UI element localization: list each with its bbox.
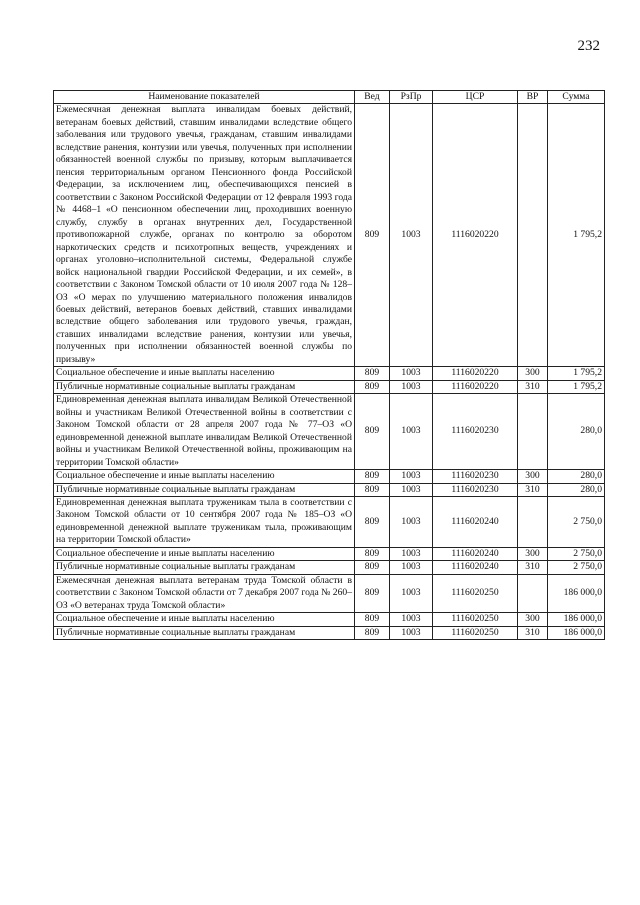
cell-rzpr: 1003 <box>390 574 433 612</box>
cell-sum: 2 750,0 <box>548 497 605 548</box>
table-header-row <box>54 91 605 104</box>
cell-name: Единовременная денежная выплата труженикам тыла в соответствии с Законом Томской области от 10 сентября 2007 года № 185–ОЗ «О единовременной денежной выплате труженикам тыла, проживающим на территории Томской области» <box>54 497 355 548</box>
cell-csr: 1116020240 <box>433 561 518 574</box>
cell-ved: 809 <box>355 497 390 548</box>
cell-csr: 1116020230 <box>433 483 518 496</box>
cell-ved: 809 <box>355 104 390 367</box>
table-row <box>54 626 605 639</box>
cell-ved: 809 <box>355 483 390 496</box>
cell-name: Единовременная денежная выплата инвалидам Великой Отечественной войны и участникам Великой Отечественной войны в соответствии с Законом Томской области от 28 апреля 2007 года № 77–ОЗ «О единовременной денежной выплате инвалидам Великой Отечественной войны и участникам Великой Отечественной войны, проживающим на территории Томской области» <box>54 394 355 470</box>
cell-vr: 300 <box>518 547 548 560</box>
header-vr: ВР <box>518 91 548 104</box>
cell-csr: 1116020220 <box>433 104 518 367</box>
cell-rzpr: 1003 <box>390 613 433 626</box>
table-row <box>54 613 605 626</box>
cell-name: Публичные нормативные социальные выплаты гражданам <box>54 483 355 496</box>
table-row <box>54 470 605 483</box>
cell-csr: 1116020230 <box>433 394 518 470</box>
cell-vr <box>518 394 548 470</box>
cell-name: Публичные нормативные социальные выплаты гражданам <box>54 561 355 574</box>
cell-csr: 1116020220 <box>433 367 518 380</box>
header-ved: Вед <box>355 91 390 104</box>
cell-ved: 809 <box>355 561 390 574</box>
cell-vr: 300 <box>518 470 548 483</box>
cell-rzpr: 1003 <box>390 104 433 367</box>
cell-csr: 1116020250 <box>433 613 518 626</box>
cell-name: Социальное обеспечение и иные выплаты населению <box>54 613 355 626</box>
cell-sum: 186 000,0 <box>548 613 605 626</box>
cell-name: Социальное обеспечение и иные выплаты населению <box>54 470 355 483</box>
cell-ved: 809 <box>355 394 390 470</box>
cell-ved: 809 <box>355 367 390 380</box>
cell-sum: 1 795,2 <box>548 104 605 367</box>
cell-vr <box>518 104 548 367</box>
page-number: 232 <box>577 38 600 54</box>
cell-sum: 280,0 <box>548 483 605 496</box>
table-row <box>54 104 605 367</box>
cell-name: Ежемесячная денежная выплата ветеранам труда Томской области в соответствии с Законом Томской области от 7 декабря 2007 года № 260–ОЗ «О ветеранах труда Томской области» <box>54 574 355 612</box>
table-row <box>54 561 605 574</box>
cell-name: Публичные нормативные социальные выплаты гражданам <box>54 626 355 639</box>
cell-vr: 300 <box>518 367 548 380</box>
cell-sum: 186 000,0 <box>548 574 605 612</box>
cell-ved: 809 <box>355 547 390 560</box>
table-row <box>54 497 605 548</box>
cell-vr: 310 <box>518 626 548 639</box>
cell-csr: 1116020240 <box>433 497 518 548</box>
cell-name: Социальное обеспечение и иные выплаты населению <box>54 367 355 380</box>
cell-ved: 809 <box>355 613 390 626</box>
table-row <box>54 394 605 470</box>
cell-csr: 1116020220 <box>433 380 518 393</box>
header-rzpr: РзПр <box>390 91 433 104</box>
table-row <box>54 380 605 393</box>
cell-rzpr: 1003 <box>390 561 433 574</box>
cell-ved: 809 <box>355 380 390 393</box>
header-name: Наименование показателей <box>54 91 355 104</box>
cell-rzpr: 1003 <box>390 470 433 483</box>
table-row <box>54 367 605 380</box>
cell-rzpr: 1003 <box>390 394 433 470</box>
cell-sum: 280,0 <box>548 394 605 470</box>
cell-sum: 1 795,2 <box>548 367 605 380</box>
cell-vr: 310 <box>518 483 548 496</box>
cell-sum: 2 750,0 <box>548 547 605 560</box>
budget-table <box>53 90 605 640</box>
cell-rzpr: 1003 <box>390 367 433 380</box>
cell-sum: 2 750,0 <box>548 561 605 574</box>
cell-name: Ежемесячная денежная выплата инвалидам боевых действий, ветеранам боевых действий, ставшим инвалидами вследствие общего заболевания или трудового увечья, гражданам, ставшим инвалидами вследствие ранения, контузии или увечья, полученных при исполнении обязанностей военной службы по призыву, которым выплачивается пенсия территориальным органом Пенсионного фонда Российской Федерации, за исключением лиц, обеспечивающихся пенсией в соответствии с Законом Российской Федерации от 12 февраля 1993 года № 4468–1 «О пенсионном обеспечении лиц, проходивших военную службу, службу в органах внутренних дел, Государственной противопожарной службе, органах по контролю за оборотом наркотических средств и психотропных веществ, учреждениях и органах уголовно–исполнительной системы, Федеральной службе войск национальной гвардии Российской Федерации, и их семей», в соответствии с Законом Томской области от 10 июля 2007 года № 128–ОЗ «О мерах по улучшению материального положения инвалидов боевых действий, ветеранов боевых действий, ставших инвалидами вследствие общего заболевания или трудового увечья, граждан, ставших инвалидами вследствие ранения, контузии или увечья, полученных при исполнении обязанностей военной службы по призыву» <box>54 104 355 367</box>
cell-vr: 310 <box>518 380 548 393</box>
cell-csr: 1116020230 <box>433 470 518 483</box>
cell-sum: 1 795,2 <box>548 380 605 393</box>
cell-rzpr: 1003 <box>390 626 433 639</box>
header-sum: Сумма <box>548 91 605 104</box>
cell-vr <box>518 497 548 548</box>
cell-vr: 300 <box>518 613 548 626</box>
cell-rzpr: 1003 <box>390 380 433 393</box>
cell-name: Социальное обеспечение и иные выплаты населению <box>54 547 355 560</box>
cell-rzpr: 1003 <box>390 497 433 548</box>
cell-ved: 809 <box>355 470 390 483</box>
cell-csr: 1116020250 <box>433 574 518 612</box>
header-csr: ЦСР <box>433 91 518 104</box>
table-row <box>54 547 605 560</box>
cell-csr: 1116020240 <box>433 547 518 560</box>
cell-ved: 809 <box>355 574 390 612</box>
cell-csr: 1116020250 <box>433 626 518 639</box>
cell-name: Публичные нормативные социальные выплаты гражданам <box>54 380 355 393</box>
cell-rzpr: 1003 <box>390 483 433 496</box>
cell-vr: 310 <box>518 561 548 574</box>
cell-rzpr: 1003 <box>390 547 433 560</box>
cell-sum: 186 000,0 <box>548 626 605 639</box>
table-row <box>54 574 605 612</box>
cell-vr <box>518 574 548 612</box>
table-row <box>54 483 605 496</box>
cell-ved: 809 <box>355 626 390 639</box>
cell-sum: 280,0 <box>548 470 605 483</box>
